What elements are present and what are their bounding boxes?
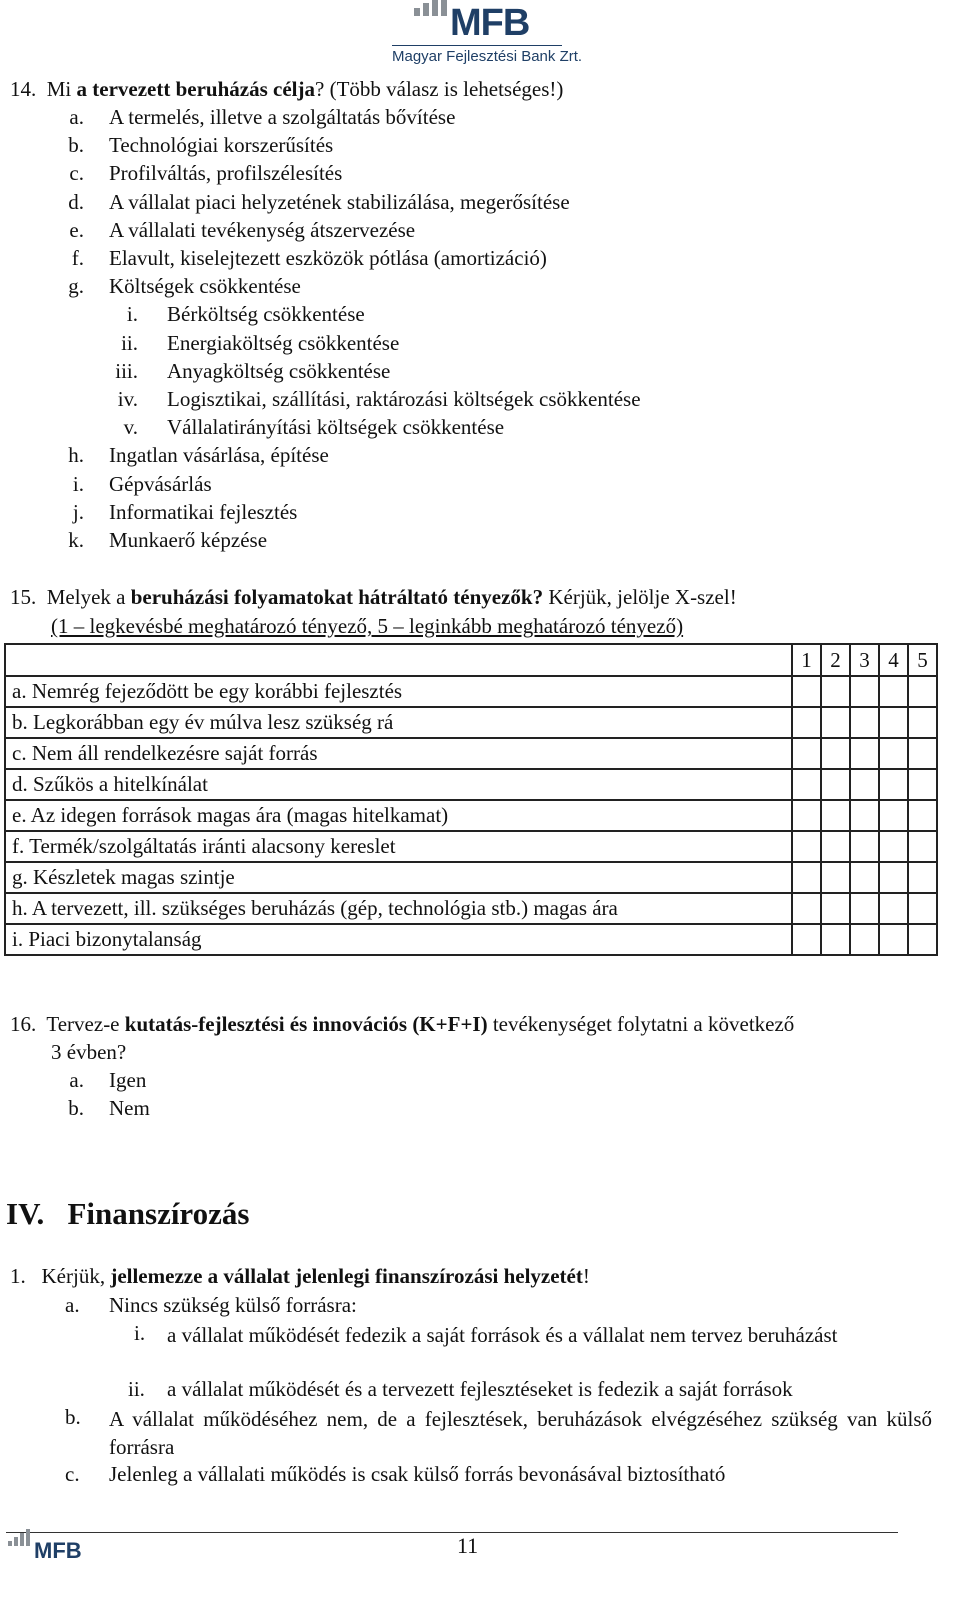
score-cell[interactable] (908, 924, 937, 955)
option-b: A vállalat működéséhez nem, de a fejlesztések, beruházások elvégzéséhez szükség van külső forrásra (109, 1407, 932, 1459)
scale-note: (1 – legkevésbé meghatározó tényező, 5 – leginkább meghatározó tényező) (51, 614, 684, 638)
score-cell[interactable] (850, 862, 879, 893)
score-cell[interactable] (821, 738, 850, 769)
score-cell[interactable] (879, 707, 908, 738)
list-item: Elavult, kiselejtezett eszközök pótlása (amortizáció) (109, 246, 547, 270)
factors-table (4, 643, 938, 956)
table-row (5, 769, 937, 800)
factor-label: e. Az idegen források magas ára (magas hitelkamat) (5, 800, 792, 831)
score-cell[interactable] (908, 707, 937, 738)
score-cell[interactable] (792, 924, 821, 955)
list-item: A vállalati tevékenység átszervezése (109, 218, 416, 242)
score-cell[interactable] (821, 862, 850, 893)
factor-label: a. Nemrég fejeződött be egy korábbi fejlesztés (5, 676, 792, 707)
score-cell[interactable] (792, 831, 821, 862)
score-cell[interactable] (821, 831, 850, 862)
footer-divider (6, 1532, 898, 1533)
list-item: Ingatlan vásárlása, építése (109, 443, 329, 467)
list-item: Költségek csökkentése (109, 274, 301, 298)
score-cell[interactable] (879, 831, 908, 862)
score-cell[interactable] (879, 800, 908, 831)
factor-label: c. Nem áll rendelkezésre saját forrás (5, 738, 792, 769)
score-cell[interactable] (850, 893, 879, 924)
score-cell[interactable] (850, 676, 879, 707)
score-cell[interactable] (850, 831, 879, 862)
scale-header: 3 (850, 644, 879, 676)
list-item: Energiaköltség csökkentése (167, 331, 400, 355)
score-cell[interactable] (850, 769, 879, 800)
financing-question-1: 1. Kérjük, jellemezze a vállalat jelenlegi finanszírozási helyzetét! (10, 1264, 590, 1288)
list-item: Munkaerő képzése (109, 528, 268, 552)
list-item: Vállalatirányítási költségek csökkentése (167, 415, 505, 439)
score-cell[interactable] (908, 831, 937, 862)
score-cell[interactable] (792, 738, 821, 769)
question-16: 16. Tervez-e kutatás-fejlesztési és innovációs (K+F+I) tevékenységet folytatni a következő (10, 1012, 795, 1036)
score-cell[interactable] (879, 862, 908, 893)
score-cell[interactable] (908, 800, 937, 831)
option-a-ii: a vállalat működését és a tervezett fejlesztéseket is fedezik a saját források (167, 1377, 793, 1401)
list-item: Bérköltség csökkentése (167, 302, 365, 326)
table-row (5, 738, 937, 769)
score-cell[interactable] (821, 769, 850, 800)
question-number: 14. (10, 77, 37, 101)
score-cell[interactable] (908, 769, 937, 800)
scale-header: 5 (908, 644, 937, 676)
option-a: Nincs szükség külső forrásra: (109, 1293, 357, 1317)
table-row (5, 800, 937, 831)
score-cell[interactable] (821, 924, 850, 955)
list-item: Anyagköltség csökkentése (167, 359, 391, 383)
score-cell[interactable] (792, 707, 821, 738)
score-cell[interactable] (792, 676, 821, 707)
table-row (5, 862, 937, 893)
score-cell[interactable] (908, 676, 937, 707)
score-cell[interactable] (879, 676, 908, 707)
score-cell[interactable] (821, 893, 850, 924)
list-item: Gépvásárlás (109, 472, 212, 496)
question-14: 14. Mi a tervezett beruházás célja? (Több válasz is lehetséges!) (10, 77, 564, 101)
score-cell[interactable] (908, 738, 937, 769)
list-item: Technológiai korszerűsítés (109, 133, 334, 157)
score-cell[interactable] (792, 769, 821, 800)
option-a-i: a vállalat működését fedezik a saját források és a vállalat nem tervez beruházást (167, 1323, 838, 1347)
score-cell[interactable] (821, 800, 850, 831)
table-row (5, 831, 937, 862)
option-c: Jelenleg a vállalati működés is csak külső forrás bevonásával biztosítható (109, 1462, 726, 1486)
factor-label: h. A tervezett, ill. szükséges beruházás (gép, technológia stb.) magas ára (5, 893, 792, 924)
list-item: Profilváltás, profilszélesítés (109, 161, 343, 185)
score-cell[interactable] (879, 769, 908, 800)
score-cell[interactable] (908, 862, 937, 893)
score-cell[interactable] (792, 800, 821, 831)
table-row (5, 707, 937, 738)
footer-logo: MFB (8, 1538, 104, 1566)
score-cell[interactable] (850, 800, 879, 831)
factor-label: f. Termék/szolgáltatás iránti alacsony kereslet (5, 831, 792, 862)
section-heading: IV. Finanszírozás (6, 1196, 250, 1231)
score-cell[interactable] (850, 924, 879, 955)
score-cell[interactable] (908, 893, 937, 924)
score-cell[interactable] (792, 862, 821, 893)
list-item: Informatikai fejlesztés (109, 500, 298, 524)
factor-label: g. Készletek magas szintje (5, 862, 792, 893)
list-item: Logisztikai, szállítási, raktározási költségek csökkentése (167, 387, 641, 411)
page-number: 11 (457, 1533, 479, 1558)
list-item: Igen (109, 1068, 147, 1092)
factor-label: b. Legkorábban egy év múlva lesz szükség rá (5, 707, 792, 738)
table-row (5, 893, 937, 924)
score-cell[interactable] (879, 893, 908, 924)
score-cell[interactable] (850, 738, 879, 769)
score-cell[interactable] (792, 893, 821, 924)
list-item: Nem (109, 1096, 150, 1120)
mfb-logo (392, 2, 583, 70)
score-cell[interactable] (879, 924, 908, 955)
logo-brand: MFB (450, 2, 530, 44)
score-cell[interactable] (879, 738, 908, 769)
scale-header: 1 (792, 644, 821, 676)
factor-label: d. Szűkös a hitelkínálat (5, 769, 792, 800)
list-item: A vállalat piaci helyzetének stabilizálása, megerősítése (109, 190, 570, 214)
list-item: A termelés, illetve a szolgáltatás bővítése (109, 105, 456, 129)
scale-header: 2 (821, 644, 850, 676)
score-cell[interactable] (821, 707, 850, 738)
score-cell[interactable] (821, 676, 850, 707)
table-row (5, 924, 937, 955)
scale-header: 4 (879, 644, 908, 676)
factor-label: i. Piaci bizonytalanság (5, 924, 792, 955)
score-cell[interactable] (850, 707, 879, 738)
question-15: 15. Melyek a beruházási folyamatokat hátráltató tényezők? Kérjük, jelölje X-szel! (10, 585, 737, 609)
logo-subtitle: Magyar Fejlesztési Bank Zrt. (392, 48, 583, 65)
table-row (5, 676, 937, 707)
